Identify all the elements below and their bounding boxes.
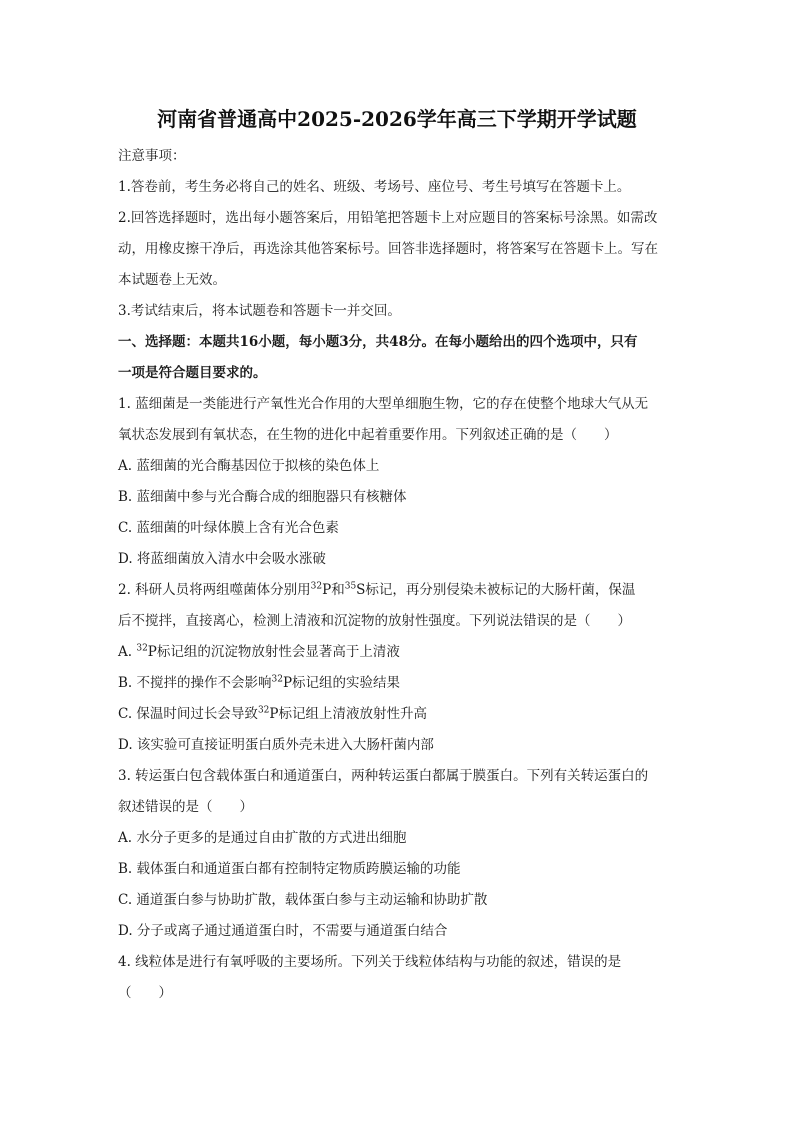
question-2-option-a (118, 642, 678, 662)
isotope-mass-number: 32 (136, 643, 148, 654)
option-text: A. (118, 644, 137, 660)
option-text: P标记组的实验结果 (282, 675, 401, 691)
notice-item: 1.答卷前，考生务必将自己的姓名、班级、考场号、座位号、考生号填写在答题卡上。 (118, 179, 631, 195)
question-3-option-c: C. 通道蛋白参与协助扩散，载体蛋白参与主动运输和协助扩散 (118, 892, 488, 908)
question-3-option-a: A. 水分子更多的是通过自由扩散的方式进出细胞 (118, 830, 407, 846)
isotope-mass-number: 32 (271, 674, 283, 685)
isotope-mass-number: 32 (310, 581, 323, 592)
question-1-option-d: D. 将蓝细菌放入清水中会吸水涨破 (118, 551, 326, 567)
stem-text: P和 (322, 582, 345, 598)
stem-text: 2. 科研人员将两组噬菌体分别用 (118, 582, 311, 598)
section-heading-cont: 一项是符合题目要求的。 (118, 365, 267, 381)
question-2-option-b (118, 673, 678, 693)
question-3-option-d: D. 分子或离子通过通道蛋白时，不需要与通道蛋白结合 (118, 923, 448, 939)
question-2-option-d: D. 该实验可直接证明蛋白质外壳未进入大肠杆菌内部 (118, 737, 434, 753)
option-text: B. 不搅拌的操作不会影响 (118, 675, 272, 691)
question-1-option-c: C. 蓝细菌的叶绿体膜上含有光合色素 (118, 520, 339, 536)
notice-heading: 注意事项： (118, 148, 186, 164)
question-2-stem (118, 580, 678, 600)
question-2-stem-cont: 后不搅拌，直接离心，检测上清液和沉淀物的放射性强度。下列说法错误的是（ ） (118, 613, 631, 629)
question-1-stem-cont: 氧状态发展到有氧状态，在生物的进化中起着重要作用。下列叙述正确的是（ ） (118, 427, 618, 443)
question-3-option-b: B. 载体蛋白和通道蛋白都有控制特定物质跨膜运输的功能 (118, 861, 461, 877)
isotope-mass-number: 35 (344, 581, 357, 592)
stem-text: S标记，再分别侵染未被标记的大肠杆菌，保温 (356, 582, 636, 598)
option-text: P标记组上清液放射性升高 (269, 706, 427, 722)
question-1-option-b: B. 蓝细菌中参与光合酶合成的细胞器只有核糖体 (118, 489, 407, 505)
option-text: P标记组的沉淀物放射性会显著高于上清液 (147, 644, 400, 660)
page-title: 河南省普通高中2025-2026学年高三下学期开学试题 (157, 107, 637, 131)
question-3-stem-cont: 叙述错误的是（ ） (118, 799, 253, 815)
option-text: C. 保温时间过长会导致 (118, 706, 258, 722)
isotope-mass-number: 32 (257, 705, 270, 716)
question-2-option-c (118, 704, 678, 724)
section-heading: 一、选择题：本题共16小题，每小题3分，共48分。在每小题给出的四个选项中，只有 (118, 334, 638, 350)
notice-item: 动，用橡皮擦干净后，再选涂其他答案标号。回答非选择题时，将答案写在答题卡上。写在 (118, 241, 658, 257)
notice-item: 本试题卷上无效。 (118, 272, 226, 288)
question-1-option-a: A. 蓝细菌的光合酶基因位于拟核的染色体上 (118, 458, 380, 474)
question-3-stem: 3. 转运蛋白包含载体蛋白和通道蛋白，两种转运蛋白都属于膜蛋白。下列有关转运蛋白的 (118, 768, 649, 784)
question-4-stem: 4. 线粒体是进行有氧呼吸的主要场所。下列关于线粒体结构与功能的叙述，错误的是 (118, 954, 622, 970)
notice-item: 2.回答选择题时，选出每小题答案后，用铅笔把答题卡上对应题目的答案标号涂黑。如需改 (118, 210, 658, 226)
notice-item: 3.考试结束后，将本试题卷和答题卡一并交回。 (118, 303, 401, 319)
question-4-stem-cont: （ ） (118, 985, 172, 1001)
question-1-stem: 1. 蓝细菌是一类能进行产氧性光合作用的大型单细胞生物，它的存在使整个地球大气从无 (118, 396, 649, 412)
